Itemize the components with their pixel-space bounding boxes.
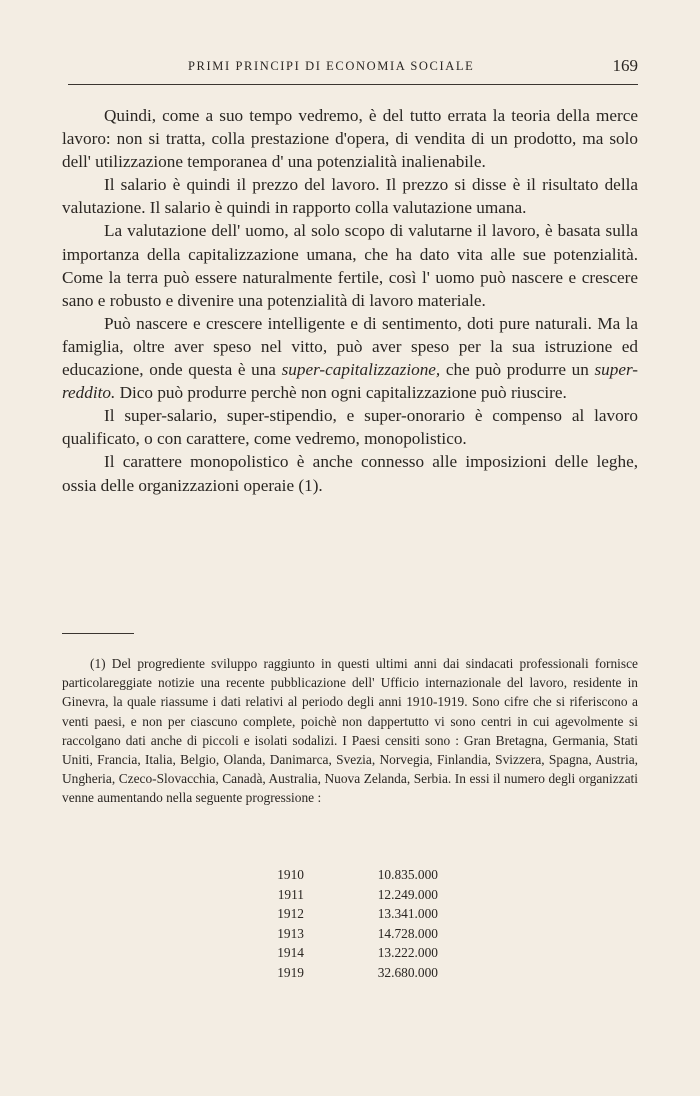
table-row [240, 924, 438, 944]
table-row [240, 963, 438, 983]
table-value: 14.728.000 [377, 925, 438, 941]
table-row [240, 904, 438, 924]
table-value: 32.680.000 [377, 964, 438, 980]
table-row [240, 885, 438, 905]
table-value: 13.222.000 [377, 945, 438, 960]
membership-table [240, 865, 438, 982]
paragraph: Il super-salario, super-stipendio, e super-onorario è compenso al lavoro qualificato, o con carattere, come vedremo, monopolistico. [62, 406, 638, 449]
table-value: 13.341.000 [377, 906, 438, 921]
table-value: 10.835.000 [377, 867, 438, 882]
body-text [62, 104, 638, 497]
running-title: PRIMI PRINCIPI DI ECONOMIA SOCIALE [188, 59, 475, 73]
paragraph: Il carattere monopolistico è anche connesso alle imposizioni delle leghe, ossia delle organizzazioni operaie (1). [62, 452, 638, 495]
table-year: 1914 [277, 945, 304, 960]
footnote-rule [62, 633, 134, 634]
page-number: 169 [612, 56, 638, 75]
paragraph-text: Può nascere e crescere intelligente e di sentimento, doti pure naturali. Ma la famiglia, oltre aver speso nel vitto, può aver speso per la sua istruzione ed educazione, onde questa è una [62, 313, 638, 380]
table-year: 1912 [277, 906, 304, 921]
table-value: 12.249.000 [377, 886, 438, 902]
paragraph: Il salario è quindi il prezzo del lavoro. Il prezzo si disse è il risultato della valutazione. Il salario è quindi in rapporto colla valutazione umana. [62, 175, 638, 218]
table-row [240, 943, 438, 963]
italic-term: super-capitalizzazione, [281, 360, 441, 380]
footnote [62, 654, 638, 808]
table-year: 1911 [277, 886, 304, 902]
running-head [68, 58, 638, 85]
table-row [240, 865, 438, 885]
paragraph: Quindi, come a suo tempo vedremo, è del tutto errata la teoria della merce lavoro: non si tratta, colla prestazione d'opera, di vendita di un prodotto, ma solo dell' utilizzazione temporanea d' una potenzialità inalienabile. [62, 106, 638, 172]
italic-term: super-reddito. [62, 360, 639, 403]
paragraph-text: Dico può produrre perchè non ogni capitalizzazione può riuscire. [115, 383, 567, 403]
paragraph: La valutazione dell' uomo, al solo scopo di valutarne il lavoro, è basata sulla importanza della capitalizzazione umana, che ha dato vita alle sue potenzialità. Come la terra può essere naturalmente fertile, così l' uomo può nascere e crescere sano e robusto e divenire una potenzialità di lavoro materiale. [62, 221, 638, 310]
table-year: 1910 [277, 867, 304, 882]
footnote-text: (1) Del progrediente sviluppo raggiunto in questi ultimi anni dai sindacati professionali fornisce particolareggiate notizie una recente pubblicazione dell' Ufficio internazionale del lavoro, residente in Ginevra, la quale riassume i dati relativi al periodo degli anni 1910-1919. Sono cifre che si riferiscono a venti paesi, e non per ciascuno complete, poichè non dappertutto vi sono centri in cui agevolmente si raccolgano dati anche di piccoli e isolati sodalizi. I Paesi censiti sono : Gran Bretagna, Germania, Stati Uniti, Francia, Italia, Belgio, Olanda, Danimarca, Svezia, Norvegia, Finlandia, Svizzera, Spagna, Austria, Ungheria, Czeco-Slovacchia, Canadà, Australia, Nuova Zelanda, Serbia. In essi il numero degli organizzati venne aumentando nella seguente progressione : [62, 656, 638, 806]
table-year: 1919 [277, 964, 304, 980]
table-year: 1913 [277, 925, 304, 941]
paragraph-text: che può produrre un [440, 360, 595, 380]
paragraph [62, 312, 638, 404]
